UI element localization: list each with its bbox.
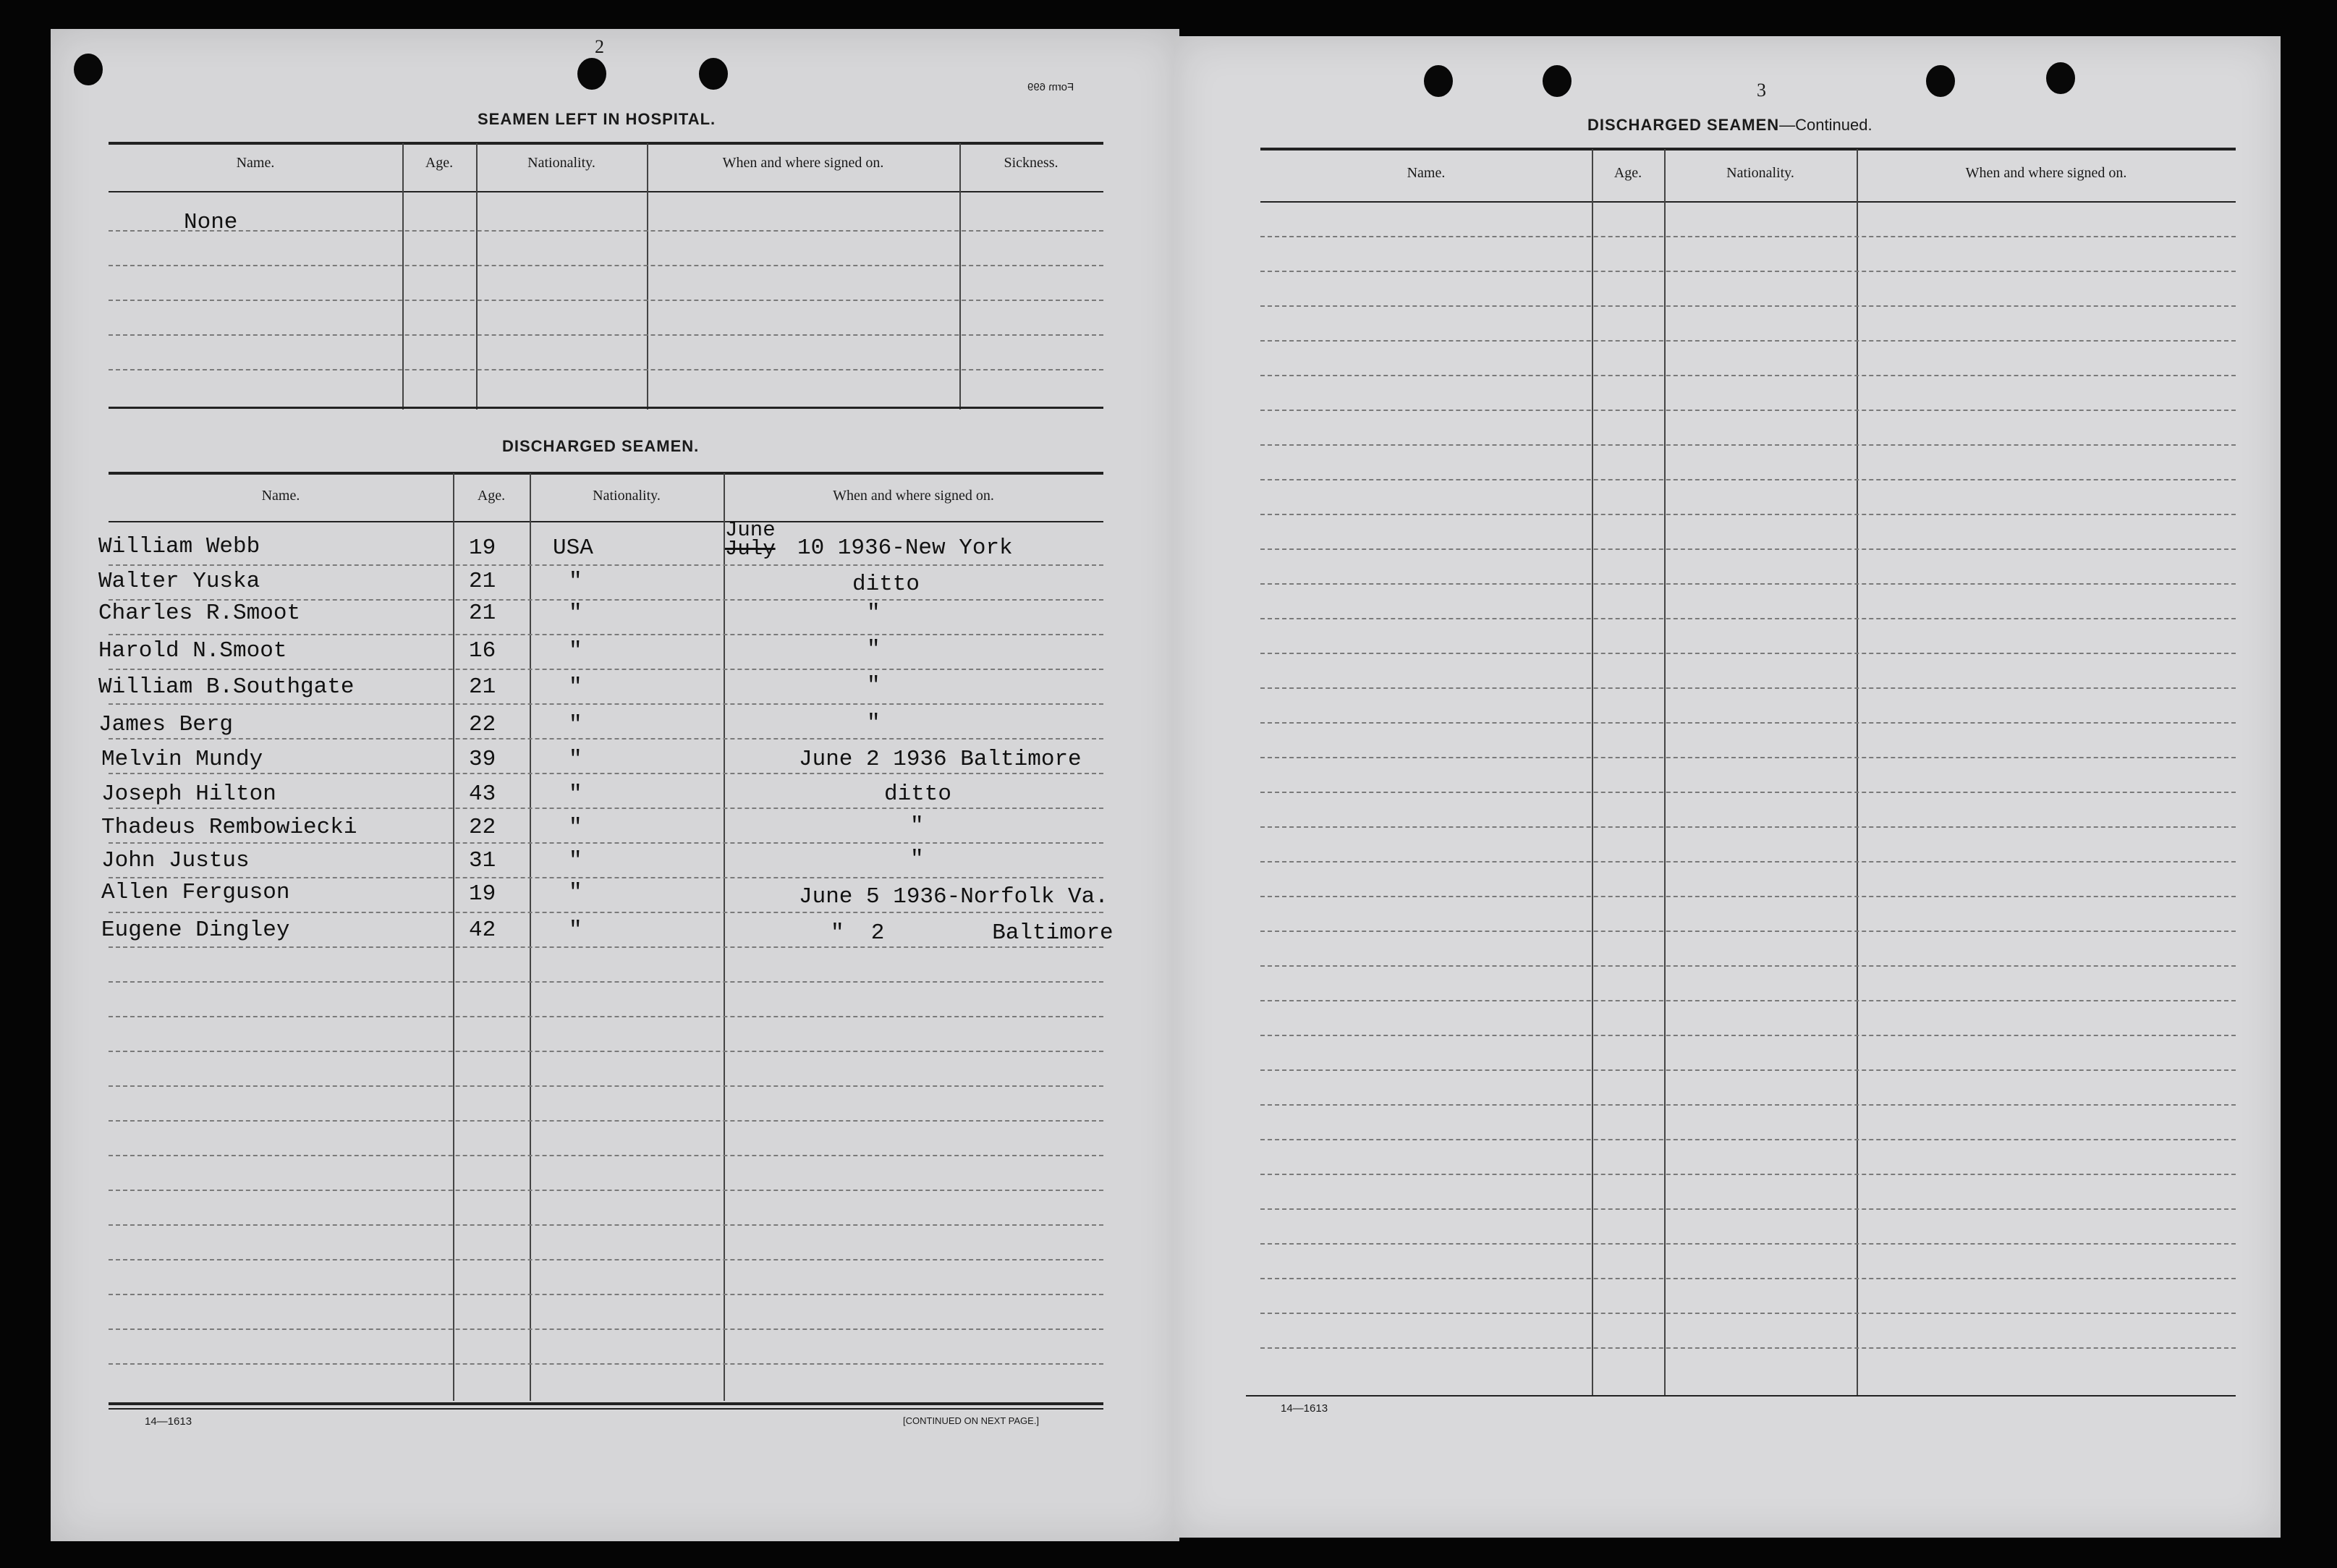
table-row-line (1260, 583, 2236, 585)
seaman-name: Harold N.Smoot (98, 638, 287, 664)
seaman-nationality: " (569, 569, 582, 594)
seaman-age: 21 (469, 674, 496, 700)
right-footer-form-number: 14—1613 (1281, 1402, 1328, 1415)
punch-hole (1424, 65, 1453, 97)
table-row-line (1260, 1347, 2236, 1349)
seaman-age: 16 (469, 638, 496, 664)
punch-hole (699, 58, 728, 90)
table-row-line (1260, 410, 2236, 411)
discharged-col-nationality: Nationality. (593, 488, 661, 504)
seaman-name: Thadeus Rembowiecki (101, 815, 357, 840)
seaman-age: 42 (469, 918, 496, 943)
table-row-line (1260, 896, 2236, 897)
table-rule (1260, 201, 2236, 203)
table-row-line (1260, 1000, 2236, 1001)
month-correction: June (725, 518, 776, 542)
seaman-signed-on: " (867, 711, 881, 736)
right-col-nationality: Nationality. (1726, 165, 1794, 181)
seaman-nationality: " (569, 638, 582, 664)
table-row-line (109, 808, 1103, 809)
table-row-line (1260, 271, 2236, 272)
table-rule (109, 142, 1103, 145)
table-row-line (109, 1120, 1103, 1122)
table-row-line (109, 634, 1103, 635)
table-row-line (1260, 861, 2236, 863)
seaman-nationality: USA (553, 535, 593, 561)
table-row-line (1260, 548, 2236, 550)
table-row-line (1260, 653, 2236, 654)
table-row-line (1260, 618, 2236, 619)
table-row-line (109, 564, 1103, 566)
table-row-line (1260, 722, 2236, 724)
table-row-line (109, 703, 1103, 705)
seaman-name: Joseph Hilton (101, 781, 276, 807)
table-rule (109, 1408, 1103, 1410)
seaman-nationality: " (569, 781, 582, 807)
seaman-signed-on: June 2 1936 Baltimore (799, 747, 1082, 772)
table-row-line (1260, 687, 2236, 689)
seaman-signed-on: " (910, 847, 924, 872)
seaman-signed-on: " (867, 637, 881, 662)
table-rule (109, 1402, 1103, 1405)
struck-month: July (725, 537, 776, 561)
table-row-line (109, 334, 1103, 336)
punch-hole (577, 58, 606, 90)
table-row-line (109, 946, 1103, 948)
hospital-col-nationality: Nationality. (527, 155, 595, 171)
page-number: 2 (595, 36, 604, 57)
table-row-line (1260, 340, 2236, 342)
table-row-line (109, 1224, 1103, 1226)
seaman-nationality: " (569, 601, 582, 626)
table-row-line (109, 1190, 1103, 1191)
hospital-col-sickness: Sickness. (1004, 155, 1059, 171)
right-section-title-suffix: —Continued. (1779, 116, 1872, 134)
seaman-signed-on: " (867, 601, 881, 626)
discharged-col-name: Name. (261, 488, 300, 504)
table-row-line (109, 981, 1103, 983)
seaman-signed-on: June 5 1936-Norfolk Va. (799, 884, 1108, 910)
seaman-name: Melvin Mundy (101, 747, 263, 772)
seaman-nationality: " (569, 918, 582, 943)
right-col-signed-on: When and where signed on. (1965, 165, 2127, 181)
discharged-col-signed-on: When and where signed on. (833, 488, 994, 504)
seaman-nationality: " (569, 848, 582, 873)
punch-hole (2046, 62, 2075, 94)
seaman-signed-on: " (910, 813, 924, 839)
table-row-line (1260, 305, 2236, 307)
table-row-line (109, 369, 1103, 370)
punch-hole (1926, 65, 1955, 97)
hospital-col-age: Age. (425, 155, 454, 171)
seaman-signed-on: ditto (884, 781, 952, 807)
table-rule (109, 407, 1103, 409)
seaman-signed-on: " 2 Baltimore (831, 920, 1114, 946)
footer-continued: [CONTINUED ON NEXT PAGE.] (903, 1415, 1040, 1426)
table-row-line (1260, 1174, 2236, 1175)
table-row-line (1260, 236, 2236, 237)
seaman-nationality: " (569, 674, 582, 700)
seaman-signed-on: ditto (852, 572, 920, 597)
seaman-age: 21 (469, 601, 496, 626)
table-row-line (109, 1085, 1103, 1087)
table-row-line (1260, 1208, 2236, 1210)
table-row-line (1260, 931, 2236, 932)
seaman-age: 22 (469, 712, 496, 737)
form-label: Form 699 (1027, 81, 1074, 93)
table-row-line (1260, 1243, 2236, 1245)
table-row-line (109, 773, 1103, 774)
seaman-age: 19 (469, 535, 496, 561)
table-row-line (109, 265, 1103, 266)
table-row-line (109, 1259, 1103, 1260)
table-row-line (1260, 1278, 2236, 1279)
seaman-name: James Berg (98, 712, 234, 737)
table-row-line (1260, 1139, 2236, 1140)
table-row-line (109, 1328, 1103, 1330)
discharged-section-title: DISCHARGED SEAMEN. (502, 437, 700, 455)
table-row-line (1260, 479, 2236, 480)
seaman-name: William Webb (98, 534, 260, 559)
punch-hole (1543, 65, 1572, 97)
seaman-name: Eugene Dingley (101, 918, 290, 943)
seaman-name: John Justus (101, 848, 250, 873)
table-row-line (109, 877, 1103, 878)
page-number: 3 (1757, 80, 1766, 101)
seaman-age: 19 (469, 881, 496, 907)
seaman-age: 31 (469, 848, 496, 873)
table-rule (1246, 1395, 2236, 1397)
table-row-line (109, 912, 1103, 913)
table-row-line (1260, 1104, 2236, 1106)
hospital-col-name: Name. (236, 155, 275, 171)
seaman-signed-on: " (867, 673, 881, 698)
seaman-signed-on: 10 1936-New York (797, 535, 1013, 561)
table-row-line (109, 1294, 1103, 1295)
column-divider (724, 473, 725, 1401)
table-row-line (1260, 1069, 2236, 1071)
table-row-line (109, 1363, 1103, 1365)
table-row-line (109, 842, 1103, 844)
seaman-age: 22 (469, 815, 496, 840)
table-row-line (109, 738, 1103, 739)
seaman-nationality: " (569, 712, 582, 737)
table-row-line (109, 1155, 1103, 1156)
table-row-line (1260, 1313, 2236, 1314)
seaman-age: 39 (469, 747, 496, 772)
seaman-nationality: " (569, 880, 582, 905)
column-divider (530, 473, 531, 1401)
seaman-name: Charles R.Smoot (98, 601, 301, 626)
table-row-line (1260, 514, 2236, 515)
table-row-line (1260, 444, 2236, 446)
seaman-age: 43 (469, 781, 496, 807)
right-col-name: Name. (1407, 165, 1446, 181)
hospital-section-title: SEAMEN LEFT IN HOSPITAL. (478, 110, 716, 128)
seaman-nationality: " (569, 747, 582, 772)
seaman-name: Walter Yuska (98, 569, 260, 594)
table-row-line (109, 1016, 1103, 1017)
hospital-col-signed-on: When and where signed on. (722, 155, 884, 171)
table-row-line (109, 669, 1103, 670)
table-row-line (1260, 375, 2236, 376)
seaman-nationality: " (569, 815, 582, 840)
table-row-line (109, 230, 1103, 232)
table-row-line (109, 1051, 1103, 1052)
table-row-line (1260, 826, 2236, 828)
hospital-entry: None (184, 210, 238, 235)
table-row-line (109, 300, 1103, 301)
table-rule (109, 472, 1103, 475)
table-row-line (1260, 965, 2236, 967)
punch-hole (74, 54, 103, 85)
right-section-title (1587, 116, 1872, 135)
seaman-name: William B.Southgate (98, 674, 355, 700)
table-rule (109, 521, 1103, 522)
table-row-line (1260, 792, 2236, 793)
column-divider (453, 473, 454, 1401)
table-row-line (1260, 1035, 2236, 1036)
table-row-line (1260, 757, 2236, 758)
footer-form-number: 14—1613 (145, 1415, 192, 1428)
right-section-title-text: DISCHARGED SEAMEN (1587, 116, 1780, 134)
table-rule (109, 191, 1103, 192)
discharged-col-age: Age. (477, 488, 506, 504)
table-rule (1260, 148, 2236, 151)
right-col-age: Age. (1613, 165, 1642, 181)
seaman-name: Allen Ferguson (101, 880, 290, 905)
seaman-age: 21 (469, 569, 496, 594)
